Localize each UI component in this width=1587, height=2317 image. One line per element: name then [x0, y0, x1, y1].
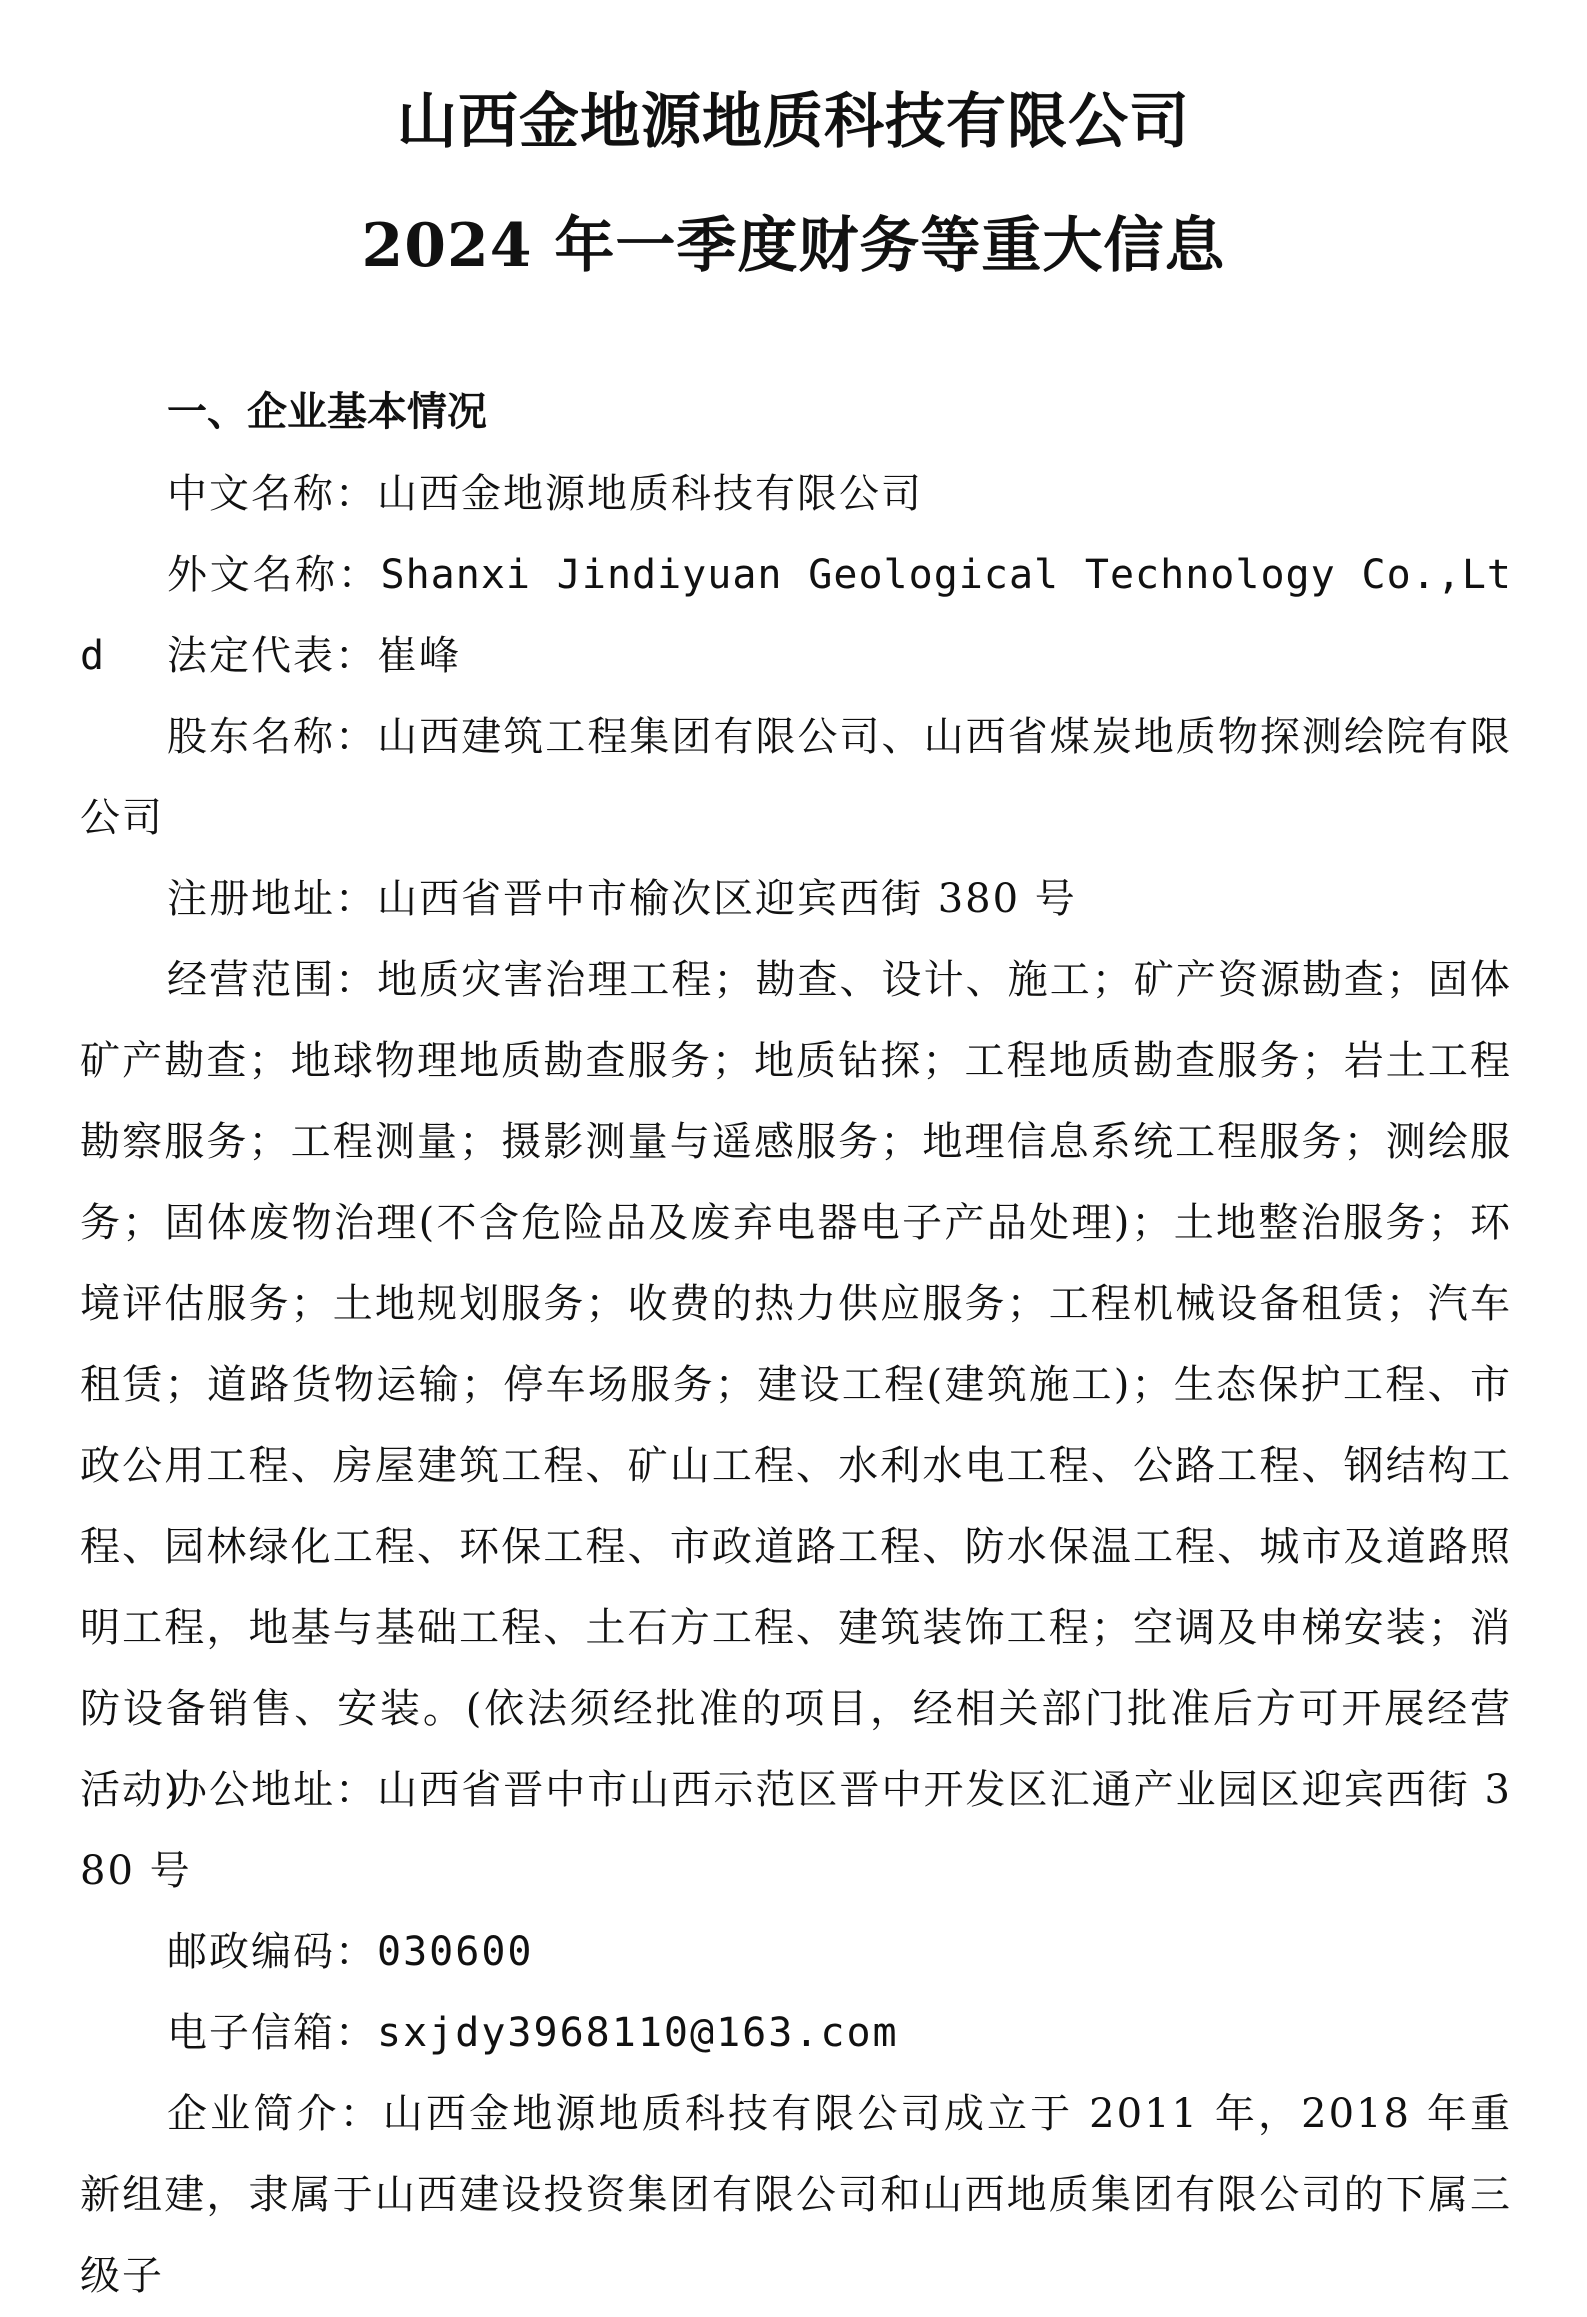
field-label: 外文名称： — [167, 552, 381, 598]
field-postal-code — [80, 1912, 1512, 1993]
field-label: 企业简介： — [167, 2091, 383, 2137]
document-title-line2: 2024 年一季度财务等重大信息 — [361, 211, 1226, 281]
field-label: 经营范围： — [167, 957, 378, 1003]
field-company-profile — [80, 2074, 1512, 2317]
field-label: 股东名称： — [167, 714, 378, 760]
field-label: 办公地址： — [167, 1767, 378, 1813]
field-value: 山西省晋中市山西示范区晋中开发区汇通产业园区迎宾西街 380 号 — [80, 1767, 1513, 1894]
field-value: 崔峰 — [377, 633, 461, 679]
field-label: 中文名称： — [167, 471, 377, 517]
field-value: 地质灾害治理工程；勘查、设计、施工；矿产资源勘查；固体矿产勘查；地球物理地质勘查服务；地质钻探；工程地质勘查服务；岩土工程勘察服务；工程测量；摄影测量与遥感服务；地理信息系统工程服务；测绘服务；固体废物治理(不含危险品及废弃电器电子产品处理)；土地整治服务；环境评估服务；土地规划服务；收费的热力供应服务；工程机械设备租赁；汽车租赁；道路货物运输；停车场服务；建设工程(建筑施工)；生态保护工程、市政公用工程、房屋建筑工程、矿山工程、水利水电工程、公路工程、钢结构工程、园林绿化工程、环保工程、市政道路工程、防水保温工程、城市及道路照明工程，地基与基础工程、土石方工程、建筑装饰工程；空调及申梯安装；消防设备销售、安装。(依法须经批准的项目，经相关部门批准后方可开展经营活动) — [80, 957, 1513, 1813]
field-registered-address — [80, 859, 1512, 940]
field-value: 山西金地源地质科技有限公司 — [377, 471, 923, 517]
field-value: 030600 — [377, 1929, 534, 1975]
field-label: 电子信箱： — [167, 2010, 377, 2056]
field-shareholders — [80, 697, 1512, 859]
field-legal-representative — [80, 616, 1512, 697]
field-value: 山西建筑工程集团有限公司、山西省煤炭地质物探测绘院有限公司 — [80, 714, 1513, 841]
field-chinese-name — [80, 454, 1512, 535]
field-label: 注册地址： — [167, 876, 377, 922]
field-label: 法定代表： — [167, 633, 377, 679]
field-value: sxjdy3968110@163.com — [377, 2010, 899, 2056]
field-business-scope — [80, 940, 1512, 1831]
field-email — [80, 1993, 1512, 2074]
field-label: 邮政编码： — [167, 1929, 377, 1975]
field-office-address — [80, 1750, 1512, 1912]
field-value: 山西省晋中市榆次区迎宾西街 380 号 — [377, 876, 1077, 922]
document-title-line1: 山西金地源地质科技有限公司 — [397, 87, 1190, 157]
field-value: 山西金地源地质科技有限公司成立于 2011 年，2018 年重新组建，隶属于山西建设投资集团有限公司和山西地质集团有限公司的下属三级子 — [80, 2091, 1512, 2299]
field-value: Shanxi Jindiyuan Geological Technology Co.,Ltd — [80, 552, 1512, 679]
section-heading-basic-info: 一、企业基本情况 — [167, 389, 487, 435]
